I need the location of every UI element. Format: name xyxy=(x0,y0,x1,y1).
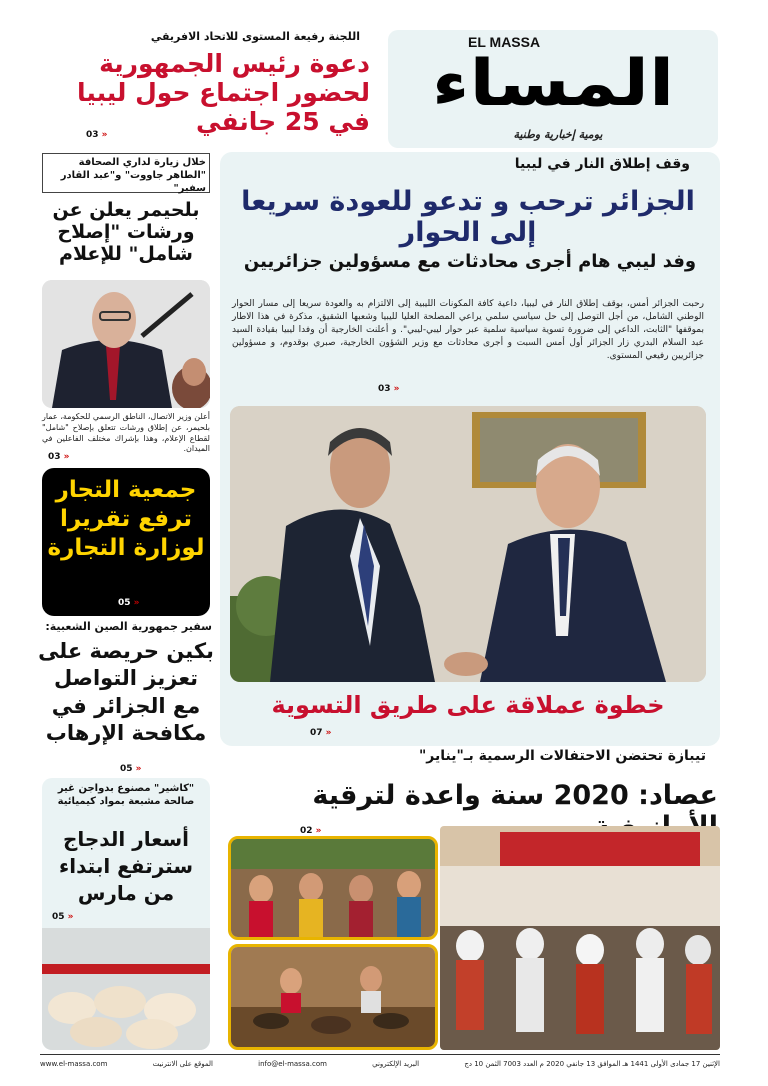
sidebar-poultry-kicker: "كاشير" مصنوع بدواجن غير صالحة مشبعة بمواد كيميائية xyxy=(57,783,195,807)
lead-photo-page-ref[interactable]: 07 » xyxy=(310,728,331,738)
sidebar-press-kicker: خلال زيارة لداري الصحافة "الطاهر جاووت" و"عبد القادر سفير" xyxy=(60,157,206,194)
amazigh-kicker: تيبازة تحتضن الاحتفالات الرسمية بـ"يناير" xyxy=(418,748,706,764)
masthead-latin-name: EL MASSA xyxy=(468,34,541,50)
sidebar-traders-box[interactable] xyxy=(42,468,210,616)
top-left-headline[interactable]: دعوة رئيس الجمهورية لحضور اجتماع حول ليبيا في 25 جانفي xyxy=(76,49,370,136)
sidebar-china-page-ref[interactable]: 05 » xyxy=(120,764,141,774)
sidebar-china-kicker: سفير جمهورية الصين الشعبية: xyxy=(45,620,212,633)
footer-email-label: البريد الإلكتروني xyxy=(372,1060,420,1068)
footer-website-label: الموقع على الانترنيت xyxy=(152,1060,213,1068)
sidebar-china-headline[interactable]: بكين حريصة على تعزيز التواصل مع الجزائر في مكافحة الإرهاب xyxy=(38,639,214,745)
amazigh-photo-top xyxy=(228,836,438,940)
sidebar-press-headline[interactable]: بلحيمر يعلن عن ورشات "إصلاح شامل" للإعلام xyxy=(52,199,200,265)
lead-story-headline[interactable]: الجزائر ترحب و تدعو للعودة سريعا إلى الحوار xyxy=(241,186,695,249)
amazigh-photo-top-art xyxy=(231,839,435,937)
footer-website[interactable]: www.el-massa.com xyxy=(40,1060,108,1068)
sidebar-press-photo-art xyxy=(42,280,210,408)
masthead-tagline: يومية إخبارية وطنية xyxy=(513,128,603,141)
lead-photo xyxy=(230,406,706,682)
sidebar-poultry-box xyxy=(42,778,210,1050)
sidebar-press-page-ref[interactable]: 03 » xyxy=(48,452,69,462)
lead-photo-art xyxy=(230,406,706,682)
top-left-page-ref[interactable]: 03 » xyxy=(86,130,107,140)
footer-email[interactable]: info@el-massa.com xyxy=(258,1060,327,1068)
amazigh-page-ref[interactable]: 02 » xyxy=(300,826,321,836)
lead-story-body: رحبت الجزائر أمس، بوقف إطلاق النار في ليبيا، داعية كافة المكونات الليبية إلى الالتزام به والعودة سريعا إلى مسار الحوار الوطني الشامل، من أجل التوصل إلى حل سياسي سلمي يراعي المصلحة العليا لليبيا وشعبها الشقيق، مذكرة في هذا الاطار بموقفها "الثابت، الداعي إلى ضرورة تسوية سياسية سلمية عبر حوار ليبي-ليبي". و أعلنت الخارجية أن وفدا ليبيا بقيادة السيد عبد السلام البدري زار الجزائر أول أمس السبت و أجرى محادثات مع وزير الشؤون الخارجية، صبري بوقدوم، و مسؤولين جزائريين رفيعي المستوى. xyxy=(232,299,704,362)
sidebar-traders-headline: جمعية التجار ترفع تقريرا لوزارة التجارة xyxy=(47,477,205,561)
sidebar-poultry-page-ref[interactable]: 05 » xyxy=(52,912,73,922)
sidebar-poultry-photo xyxy=(42,928,210,1050)
amazigh-photo-bottom xyxy=(228,944,438,1050)
lead-story-kicker: وقف إطلاق النار في ليبيا xyxy=(514,156,690,172)
lead-story-page-ref[interactable]: 03 » xyxy=(378,384,399,394)
lead-photo-caption[interactable]: خطوة عملاقة على طريق التسوية xyxy=(271,691,665,719)
amazigh-photo-bottom-art xyxy=(231,947,435,1047)
masthead-arabic-name: المساء xyxy=(431,47,675,121)
amazigh-photo-main-art xyxy=(440,826,720,1050)
top-left-kicker: اللجنة رفيعة المستوى للاتحاد الافريقي xyxy=(150,30,360,43)
footer xyxy=(40,1057,720,1071)
masthead xyxy=(388,30,718,148)
footer-rule xyxy=(40,1054,720,1055)
footer-issue-line: الإثنين 17 جمادى الأولى 1441 هـ الموافق 13 جانفي 2020 م العدد 7003 الثمن 10 دج xyxy=(464,1060,720,1068)
lead-story-subheadline: وفد ليبي هام أجرى محادثات مع مسؤولين جزائريين xyxy=(243,251,697,272)
amazigh-photo-main xyxy=(440,826,720,1050)
sidebar-press-caption: أعلن وزير الاتصال، الناطق الرسمي للحكومة، عمار بلحيمر، عن إطلاق ورشات تتعلق بإصلاح "شامل" لقطاع الإعلام، وهذا بإشراك مختلف الفاعلين في الميدان. xyxy=(42,412,210,454)
amazigh-headline[interactable]: عصاد: 2020 سنة واعدة لترقية xyxy=(312,780,718,811)
sidebar-poultry-headline[interactable]: أسعار الدجاج سترتفع ابتداء من مارس xyxy=(59,827,193,905)
sidebar-traders-page-ref[interactable]: 05 » xyxy=(118,598,139,608)
sidebar-press-photo xyxy=(42,280,210,408)
